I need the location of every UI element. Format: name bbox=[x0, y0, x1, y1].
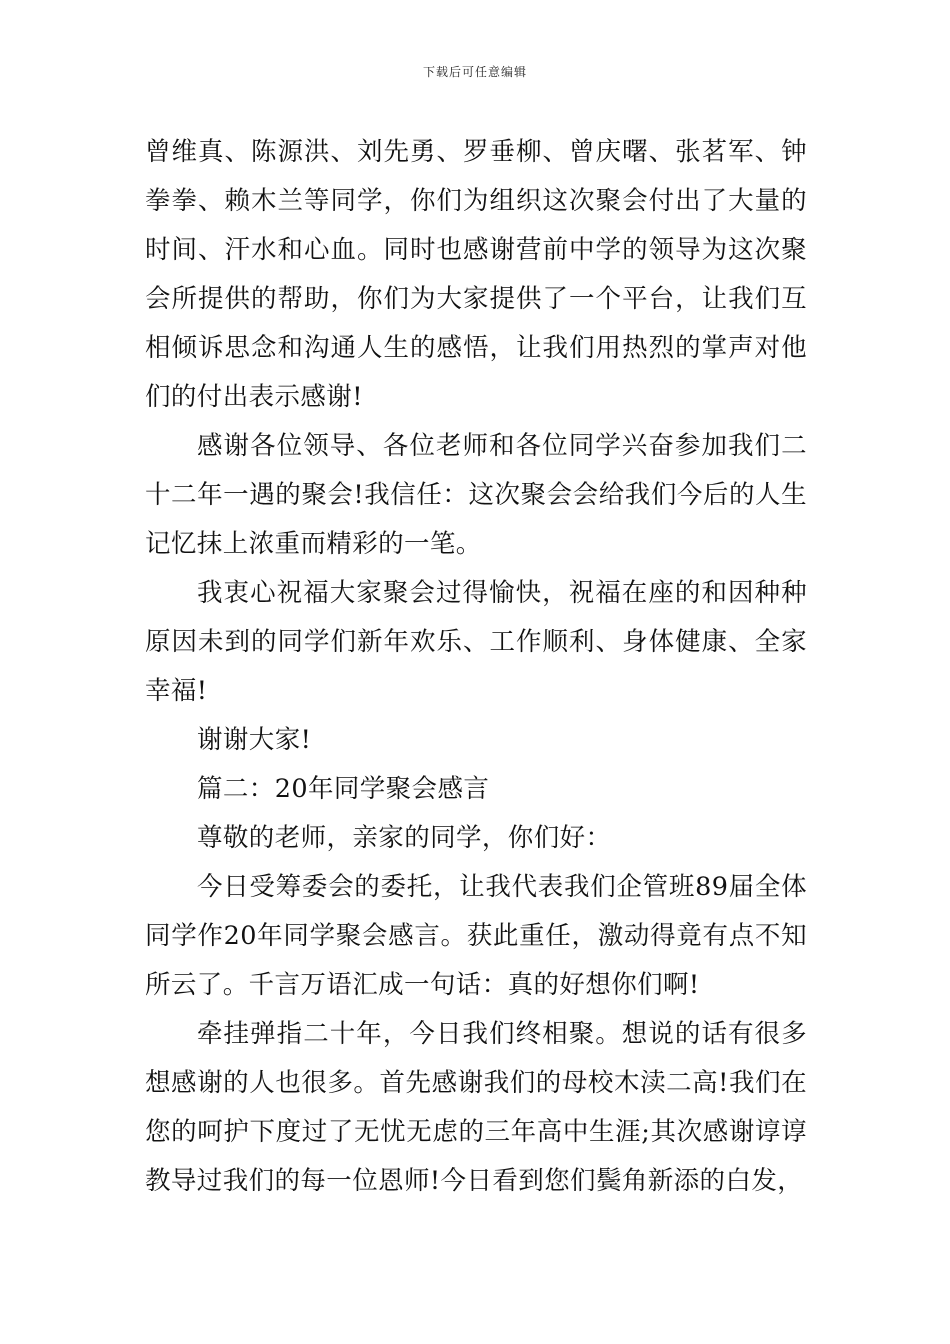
page-header: 下载后可任意编辑 bbox=[422, 65, 527, 79]
paragraph-thanks-organizers: 曾维真、陈源洪、刘先勇、罗垂柳、曾庆曙、张茗军、钟拳拳、赖木兰等同学，你们为组织这次聚会付出了大量的时间、汗水和心血。同时也感谢营前中学的领导为这次聚会所提供的帮助，你们为大家提供了一个平台，让我们互相倾诉思念和沟通人生的感悟，让我们用热烈的掌声对他们的付出表示感谢! bbox=[145, 137, 807, 412]
paragraph-commission: 今日受筹委会的委托，让我代表我们企管班89届全体同学作20年同学聚会感言。获此重任，激动得竟有点不知所云了。千言万语汇成一句话：真的好想你们啊! bbox=[145, 872, 807, 1000]
section-heading: 篇二：20年同学聚会感言 bbox=[197, 774, 490, 804]
document-body bbox=[145, 128, 807, 1206]
paragraph-reunion: 牵挂弹指二十年，今日我们终相聚。想说的话有很多想感谢的人也很多。首先感谢我们的母校木渎二高!我们在您的呵护下度过了无忧无虑的三年高中生涯;其次感谢谆谆教导过我们的每一位恩师!今日看到您们鬓角新添的白发， bbox=[145, 1019, 807, 1196]
paragraph-thank-you: 谢谢大家! bbox=[197, 725, 312, 755]
paragraph-wishes: 我衷心祝福大家聚会过得愉快，祝福在座的和因种种原因未到的同学们新年欢乐、工作顺利、身体健康、全家幸福! bbox=[145, 578, 807, 706]
paragraph-thanks-attendees: 感谢各位领导、各位老师和各位同学兴奋参加我们二十二年一遇的聚会!我信任：这次聚会会给我们今后的人生记忆抹上浓重而精彩的一笔。 bbox=[145, 431, 807, 559]
paragraph-greeting: 尊敬的老师，亲家的同学，你们好： bbox=[197, 823, 612, 853]
